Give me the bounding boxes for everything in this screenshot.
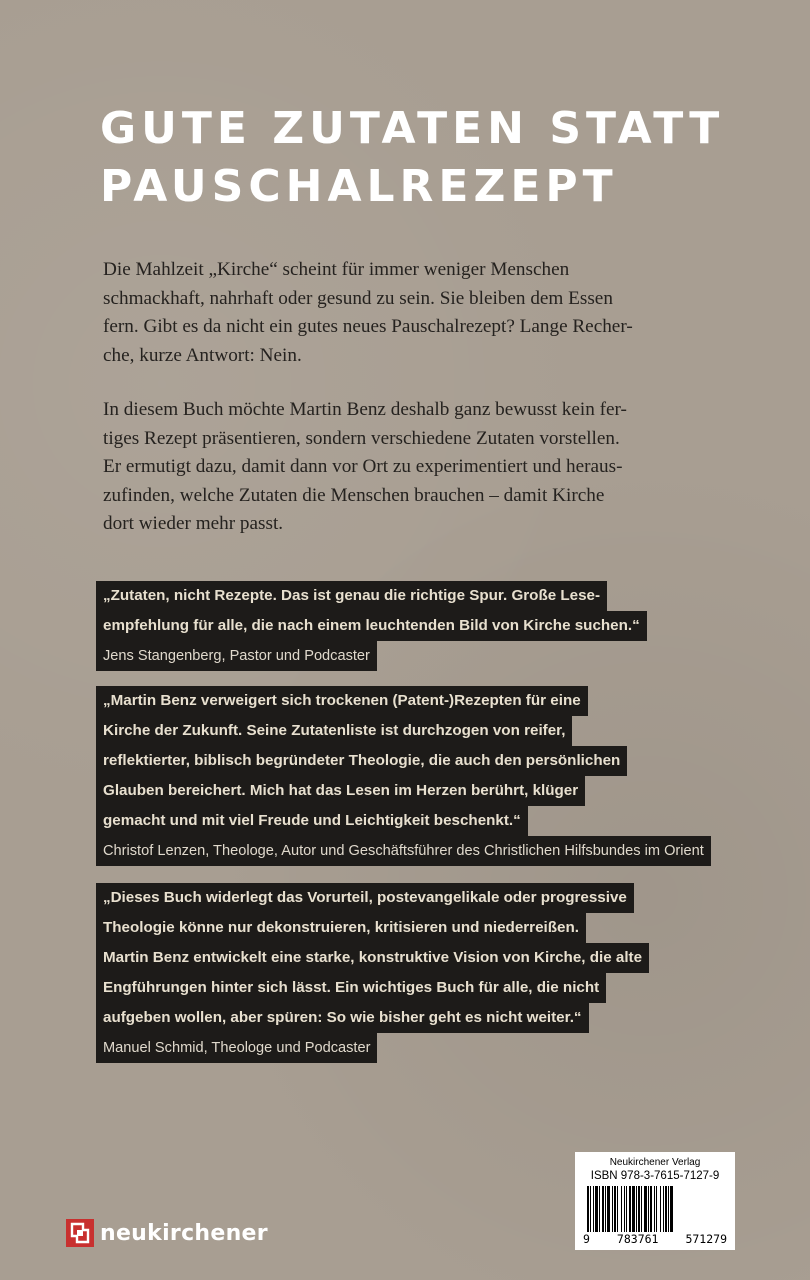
text-line: dort wieder mehr passt.	[103, 513, 284, 534]
testimonial-quote	[96, 686, 711, 866]
publisher-logo	[66, 1218, 268, 1248]
barcode-bar	[587, 1186, 589, 1232]
barcode-bar	[621, 1186, 622, 1232]
publisher-wordmark: neukirchener	[100, 1220, 268, 1246]
barcode-digit-group: 9	[583, 1232, 590, 1246]
barcode-bar	[605, 1186, 606, 1232]
barcode-bar	[654, 1186, 655, 1232]
barcode-bar	[599, 1186, 600, 1232]
text-line: Die Mahlzeit „Kirche“ scheint für immer weniger Menschen	[103, 259, 570, 280]
barcode-bar	[602, 1186, 604, 1232]
quote-line: Engführungen hinter sich lässt. Ein wichtiges Buch für alle, die nicht	[96, 973, 606, 1003]
quote-line: „Martin Benz verweigert sich trockenen (Patent-)Rezepten für eine	[96, 686, 588, 716]
quote-line: Kirche der Zukunft. Seine Zutatenliste ist durchzogen von reifer,	[96, 716, 572, 746]
quote-line: empfehlung für alle, die nach einem leuchtenden Bild von Kirche suchen.“	[96, 611, 647, 641]
quote-line: „Dieses Buch widerlegt das Vorurteil, postevangelikale oder progressive	[96, 883, 634, 913]
publisher-mark-icon	[66, 1219, 94, 1247]
barcode-bar	[638, 1186, 640, 1232]
barcode-bars	[583, 1186, 727, 1232]
barcode-bar	[629, 1186, 631, 1232]
quote-line: Martin Benz entwickelt eine starke, konstruktive Vision von Kirche, die alte	[96, 943, 649, 973]
barcode-digit-group: 783761	[616, 1232, 659, 1246]
barcode-publisher: Neukirchener Verlag	[609, 1157, 701, 1168]
barcode-bar	[590, 1186, 591, 1232]
text-line: fern. Gibt es da nicht ein gutes neues Pauschalrezept? Lange Recher-	[103, 316, 633, 337]
barcode-bar	[656, 1186, 657, 1232]
barcode-bar	[648, 1186, 649, 1232]
text-line: Er ermutigt dazu, damit dann vor Ort zu experimentiert und heraus-	[103, 456, 623, 477]
barcode-bar	[668, 1186, 669, 1232]
barcode-bar	[663, 1186, 664, 1232]
text-line: tiges Rezept präsentieren, sondern verschiedene Zutaten vorstellen.	[103, 427, 620, 449]
quote-line: reflektierter, biblisch begründeter Theologie, die auch den persönlichen	[96, 746, 627, 776]
quote-line: Glauben bereichert. Mich hat das Lesen im Herzen berührt, klüger	[96, 776, 585, 806]
barcode-bar	[670, 1186, 673, 1232]
barcode-digit-group: 571279	[685, 1232, 727, 1246]
barcode-bar	[641, 1186, 642, 1232]
isbn-barcode	[575, 1152, 735, 1250]
barcode-bar	[612, 1186, 613, 1232]
testimonial-quote	[96, 581, 647, 671]
headline-line: GUTE ZUTATEN STATT	[100, 103, 725, 154]
quote-source: Jens Stangenberg, Pastor und Podcaster	[96, 641, 377, 671]
text-line: In diesem Buch möchte Martin Benz deshalb ganz bewusst kein fer-	[103, 399, 627, 420]
description-paragraph	[103, 396, 715, 539]
barcode-bar	[614, 1186, 616, 1232]
barcode-bar	[636, 1186, 637, 1232]
barcode-bar	[595, 1186, 598, 1232]
quote-source: Manuel Schmid, Theologe und Podcaster	[96, 1033, 377, 1063]
barcode-bar	[632, 1186, 635, 1232]
barcode-bar	[644, 1186, 647, 1232]
text-line: che, kurze Antwort: Nein.	[103, 344, 302, 366]
quote-line: „Zutaten, nicht Rezepte. Das ist genau die richtige Spur. Große Lese-	[96, 581, 607, 611]
barcode-isbn: ISBN 978-3-7615-7127-9	[590, 1170, 720, 1182]
quote-line: Theologie könne nur dekonstruieren, kritisieren und niederreißen.	[96, 913, 586, 943]
barcode-bar	[626, 1186, 627, 1232]
text-line: zufinden, welche Zutaten die Menschen brauchen – damit Kirche	[103, 484, 605, 506]
testimonial-quote	[96, 883, 649, 1063]
quote-source: Christof Lenzen, Theologe, Autor und Geschäftsführer des Christlichen Hilfsbundes im Orient	[96, 836, 711, 866]
barcode-bar	[660, 1186, 661, 1232]
barcode-bar	[607, 1186, 610, 1232]
headline-line: PAUSCHALREZEPT	[100, 161, 618, 212]
quote-line: aufgeben wollen, aber spüren: So wie bisher geht es nicht weiter.“	[96, 1003, 589, 1033]
barcode-bar	[617, 1186, 618, 1232]
barcode-bar	[650, 1186, 652, 1232]
barcode-digits	[583, 1233, 727, 1246]
headline	[100, 100, 740, 216]
barcode-bar	[593, 1186, 594, 1232]
quote-line: gemacht und mit viel Freude und Leichtigkeit beschenkt.“	[96, 806, 528, 836]
barcode-bar	[624, 1186, 625, 1232]
intro-paragraph	[103, 256, 715, 370]
text-line: schmackhaft, nahrhaft oder gesund zu sein. Sie bleiben dem Essen	[103, 287, 613, 309]
barcode-bar	[665, 1186, 667, 1232]
